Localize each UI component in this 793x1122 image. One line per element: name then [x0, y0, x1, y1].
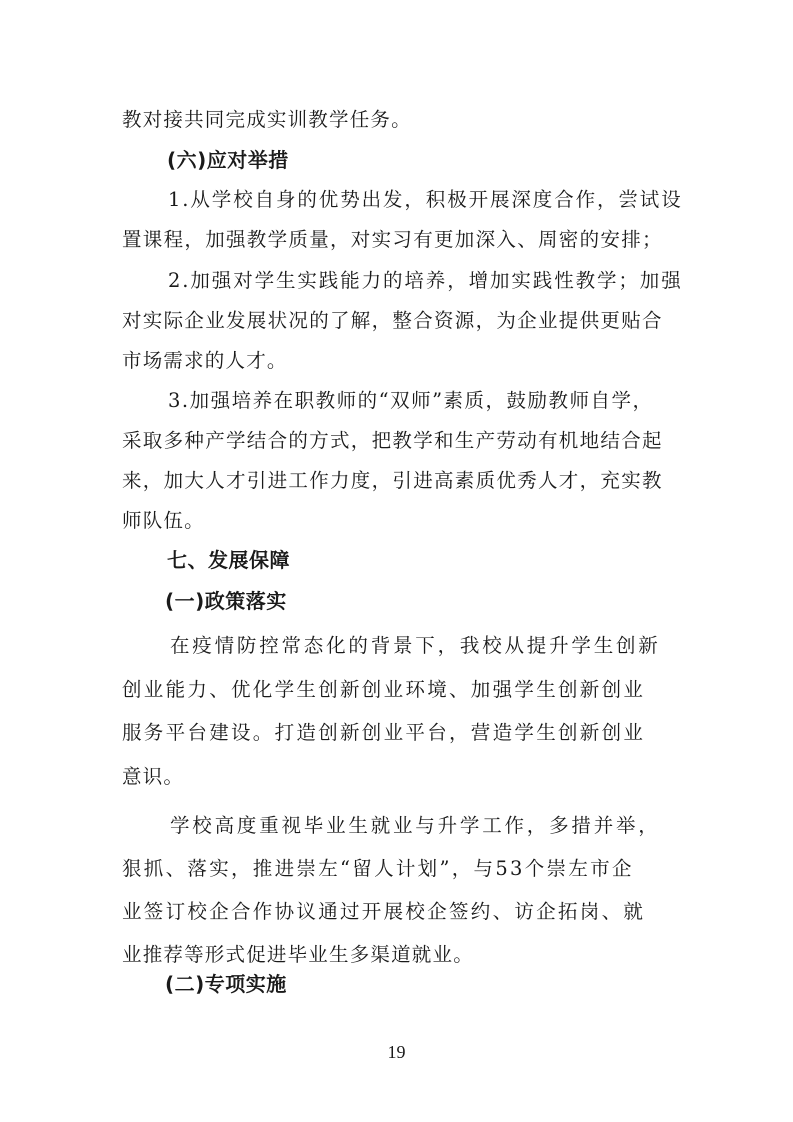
paragraph-line: 服务平台建设。打造创新创业平台，营造学生创新创业 — [122, 721, 646, 744]
paragraph-line: 3.加强培养在职教师的“双师”素质，鼓励教师自学， — [168, 389, 654, 412]
paragraph-line: 业签订校企合作协议通过开展校企签约、访企拓岗、就 — [122, 900, 646, 923]
paragraph-line: 创业能力、优化学生创新创业环境、加强学生创新创业 — [122, 678, 646, 701]
paragraph-line: 在疫情防控常态化的背景下，我校从提升学生创新 — [170, 634, 661, 657]
intro-line-1: 教对接共同完成实训教学任务。 — [122, 108, 412, 131]
paragraph-line: 1.从学校自身的优势出发，积极开展深度合作，尝试设 — [168, 188, 683, 211]
section-heading-policy: (一)政策落实 — [165, 589, 287, 613]
paragraph-line: 市场需求的人才。 — [122, 349, 288, 372]
paragraph-line: 意识。 — [122, 765, 185, 788]
paragraph-line: 置课程，加强教学质量，对实习有更加深入、周密的安排； — [122, 228, 663, 251]
chapter-heading-development-guarantee: 七、发展保障 — [167, 548, 290, 572]
paragraph-line: 来，加大人才引进工作力度，引进高素质优秀人才，充实教 — [122, 469, 663, 492]
page-number: 19 — [387, 1042, 406, 1062]
paragraph-line: 采取多种产学结合的方式，把教学和生产劳动有机地结合起 — [122, 429, 663, 452]
paragraph-line: 学校高度重视毕业生就业与升学工作，多措并举， — [170, 814, 661, 837]
paragraph-line: 狠抓、落实，推进崇左“留人计划”，与53个崇左市企 — [122, 857, 634, 880]
paragraph-line: 对实际企业发展状况的了解，整合资源，为企业提供更贴合 — [122, 309, 663, 332]
paragraph-line: 业推荐等形式促进毕业生多渠道就业。 — [122, 943, 474, 966]
section-heading-countermeasures: (六)应对举措 — [167, 148, 289, 172]
paragraph-line: 师队伍。 — [122, 509, 205, 532]
section-heading-special-implementation: (二)专项实施 — [165, 972, 287, 996]
paragraph-line: 2.加强对学生实践能力的培养，增加实践性教学；加强 — [168, 269, 683, 292]
